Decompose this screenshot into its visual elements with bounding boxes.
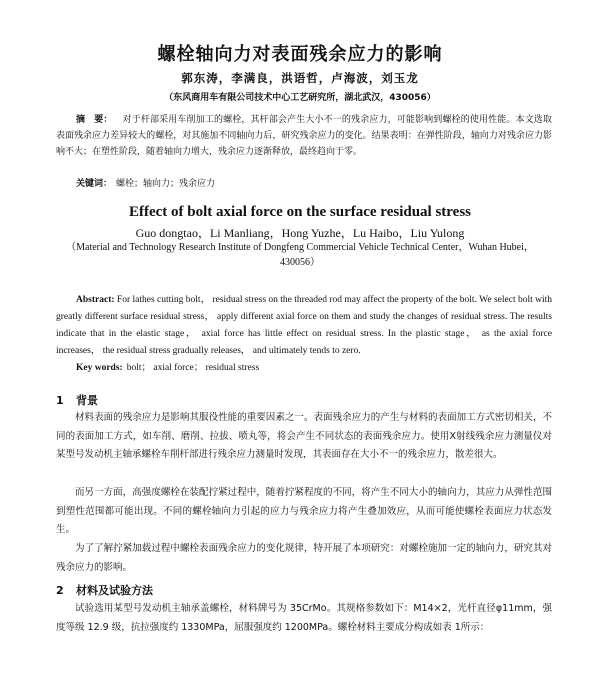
paragraph: 试验选用某型号发动机主轴承盖螺栓，材料牌号为 35CrMo。其规格参数如下：M14×2，光杆直径φ11mm，强度等级 12.9 级，抗拉强度约 1330MPa，屈服强度约 1200MPa。螺栓材料主要成分构成如表 1所示： (56, 603, 552, 633)
chinese-keywords-label: 关键词： (76, 179, 113, 189)
paragraph: 材料表面的残余应力是影响其服役性能的重要因素之一。表面残余应力的产生与材料的表面加工方式密切相关，不同的表面加工方式，如车削、磨削、拉拔、喷丸等，将会产生不同状态的表面残余应力。使用X射线残余应力测量仪对某型号发动机主轴承螺栓车削杆部进行残余应力测量时发现，其表面存在大小不一的残余应力，散差很大。 (56, 412, 552, 460)
section-heading-materials (56, 582, 153, 598)
section-title: 材料及试验方法 (76, 584, 153, 597)
chinese-abstract-text: 对于杆部采用车削加工的螺栓，其杆部会产生大小不一的残余应力，可能影响到螺栓的使用性能。本文选取表面残余应力差异较大的螺栓，对其施加不同轴向力后，研究残余应力的变化。结果表明：在弹性阶段，轴向力对残余应力影响不大；在塑性阶段，随着轴向力增大，残余应力逐渐释放，最终趋向于零。 (56, 115, 552, 157)
paragraph: 为了了解拧紧加载过程中螺栓表面残余应力的变化规律，特开展了本项研究：对螺栓施加一定的轴向力，研究其对残余应力的影响。 (56, 543, 552, 573)
section-title: 背景 (76, 394, 98, 407)
chinese-keywords-text: 螺栓；轴向力；残余应力 (116, 179, 216, 189)
chinese-keywords (76, 176, 215, 189)
english-keywords-label: Key words: (76, 363, 123, 373)
section-heading-background (56, 392, 98, 408)
english-abstract-text: For lathes cutting bolt， residual stress on the threaded rod may affect the property of the bolt. We select bolt with greatly different surface residual stress， apply different axial force on them and study the changes of residual stress. The results indicate that in the elastic stage， axial force has little effect on residual stress. In the plastic stage， as the axial force increases， the residual stress gradually releases， and ultimately tends to zero. (56, 295, 553, 356)
chinese-authors: 郭东涛，李满良，洪语哲，卢海波，刘玉龙 (181, 71, 419, 85)
chinese-abstract (56, 112, 552, 160)
english-keywords (76, 359, 259, 373)
chinese-affiliation: （东风商用车有限公司技术中心工艺研究所，湖北武汉，430056） (164, 93, 436, 103)
chinese-title: 螺栓轴向力对表面残余应力的影响 (157, 44, 443, 65)
english-abstract-label: Abstract: (76, 295, 115, 305)
chinese-abstract-label: 摘 要： (76, 115, 113, 125)
english-affiliation: （Material and Technology Research Institute of Dongfeng Commercial Vehicle Technical Center，Wuhan Hubei，430056） (66, 242, 534, 268)
english-keywords-text: bolt； axial force； residual stress (126, 363, 260, 373)
section-number: 2 (56, 584, 64, 597)
paragraph: 而另一方面，高强度螺栓在装配拧紧过程中，随着拧紧程度的不同，将产生不同大小的轴向力，其应力从弹性范围到塑性范围都可能出现。不同的螺栓轴向力引起的应力与残余应力将产生叠加效应，从而可能使螺栓表面应力状态发生。 (56, 487, 552, 535)
english-title: Effect of bolt axial force on the surface residual stress (128, 204, 472, 220)
section-number: 1 (56, 394, 64, 407)
english-authors: Guo dongtao，Li Manliang，Hong Yuzhe，Lu Haibo，Liu Yulong (135, 226, 465, 240)
chinese-abstract-paragraph (56, 112, 552, 160)
english-abstract (56, 292, 552, 360)
